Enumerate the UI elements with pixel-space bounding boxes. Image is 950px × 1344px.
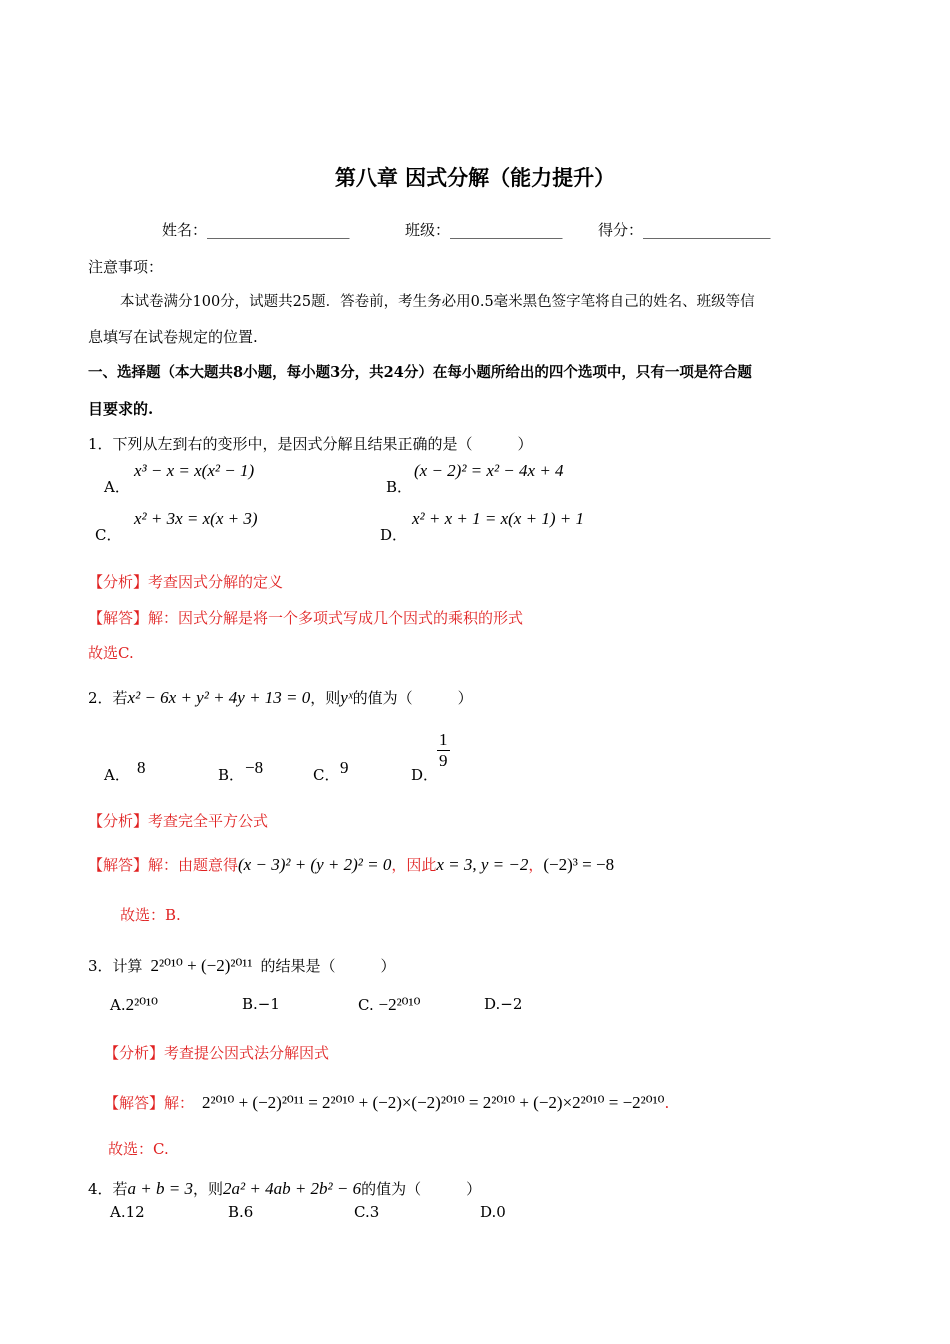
q2-option-d-label: D．: [411, 766, 439, 784]
q2-option-a-val: 8: [137, 758, 146, 777]
q3-option-b: [242, 995, 280, 1013]
q4-option-a: A.12: [110, 1203, 145, 1221]
q2-answer-res: (−2)³ = −8: [543, 855, 615, 874]
q2-option-b-val: −8: [245, 758, 264, 777]
notice-line-1: 本试卷满分100分，试题共25题．答卷前，考生务必用0.5毫米黑色签字笔将自己的姓名、班级等信: [120, 294, 755, 310]
q2-answer: [88, 854, 614, 875]
q2-number: 2．若: [88, 689, 128, 707]
q1-option-b-expr: (x − 2)² = x² − 4x + 4: [414, 461, 564, 480]
q3-expr: 2²⁰¹⁰ + (−2)²⁰¹¹: [150, 956, 253, 975]
q1-option-a-expr: x³ − x = x(x² − 1): [134, 461, 255, 480]
q4-expr: 2a² + 4ab + 2b² − 6: [223, 1179, 362, 1198]
q2-stem: [88, 687, 473, 708]
q3-stem: [88, 955, 396, 976]
q2-condition: x² − 6x + y² + 4y + 13 = 0: [127, 688, 311, 707]
section-heading-line-2: 目要求的.: [88, 400, 154, 418]
q3-answer-eq: 2²⁰¹⁰ + (−2)²⁰¹¹ = 2²⁰¹⁰ + (−2)×(−2)²⁰¹⁰ = 2²⁰¹⁰ + (−2)×2²⁰¹⁰ = −2²⁰¹⁰: [202, 1093, 665, 1112]
q2-tail: 的值为（ ）: [352, 689, 473, 707]
q2-option-c-label: C．: [313, 766, 340, 784]
q2-answer-mid: ，因此: [391, 856, 437, 874]
q2-answer-eq: (x − 3)² + (y + 2)² = 0: [238, 855, 392, 874]
q3-option-a-val: 2²⁰¹⁰: [125, 995, 158, 1014]
q3-option-c: [358, 995, 420, 1015]
q3-answer: [104, 1092, 669, 1113]
q2-option-b-label: B．: [218, 766, 245, 784]
q3-option-c-label: C.: [358, 996, 374, 1014]
q3-option-b-val: −1: [257, 995, 280, 1013]
q1-stem: 1．下列从左到右的变形中，是因式分解且结果正确的是（ ）: [88, 435, 533, 453]
q3-option-d: [484, 995, 522, 1013]
q2-answer-pre: 【解答】解：由题意得: [88, 856, 239, 874]
q4-mid: ，则: [193, 1180, 224, 1198]
q4-option-b: B.6: [228, 1203, 254, 1221]
q1-option-d-label: D．: [380, 526, 408, 544]
q3-choice: 故选：C.: [108, 1140, 169, 1158]
q4-stem: [88, 1178, 481, 1199]
q3-tail: 的结果是（ ）: [260, 957, 396, 975]
q4-number: 4．若: [88, 1180, 128, 1198]
q4-option-c: C.3: [354, 1203, 380, 1221]
q1-choice: 故选C.: [88, 644, 134, 662]
q3-analysis: 【分析】考查提公因式法分解因式: [104, 1044, 330, 1062]
q2-target: yˣ: [340, 688, 353, 707]
section-heading-line-1: 一、选择题（本大题共8小题，每小题3分，共24分）在每小题所给出的四个选项中，只有一项是符合题: [88, 364, 752, 381]
q1-analysis: 【分析】考查因式分解的定义: [88, 573, 284, 591]
q3-option-a-label: A.: [110, 996, 126, 1014]
q2-option-c-val: 9: [340, 758, 349, 777]
q3-option-d-val: −2: [500, 995, 523, 1013]
q2-option-d-num: 1: [439, 730, 448, 749]
notice-line-2: 息填写在试卷规定的位置.: [88, 328, 258, 346]
q3-option-b-label: B.: [242, 995, 258, 1013]
q1-option-b-label: B．: [386, 478, 413, 496]
q2-choice: 故选：B.: [120, 906, 181, 924]
class-label: 班级：: [405, 221, 451, 239]
q4-option-d: D.0: [480, 1203, 506, 1221]
class-line: _______________: [450, 221, 563, 239]
q2-option-d-den: 9: [439, 751, 448, 770]
score-label: 得分：: [598, 221, 644, 239]
q2-option-d-frac: [437, 730, 450, 771]
q1-option-d-expr: x² + x + 1 = x(x + 1) + 1: [412, 509, 584, 528]
q3-option-d-label: D.: [484, 995, 501, 1013]
name-line: ___________________: [207, 221, 350, 239]
name-field[interactable]: [162, 219, 350, 240]
q4-tail: 的值为（ ）: [361, 1180, 482, 1198]
q1-answer: 【解答】解：因式分解是将一个多项式写成几个因式的乘积的形式: [88, 609, 524, 627]
q1-option-a-label: A．: [104, 478, 130, 496]
q2-answer-sep: ，: [528, 856, 544, 874]
class-field[interactable]: [405, 219, 563, 240]
q1-option-c-expr: x² + 3x = x(x + 3): [134, 509, 258, 528]
q1-option-c-label: C．: [95, 526, 122, 544]
q3-option-c-val: −2²⁰¹⁰: [378, 995, 421, 1014]
q2-answer-vals: x = 3, y = −2: [436, 855, 529, 874]
q2-analysis: 【分析】考查完全平方公式: [88, 812, 269, 830]
q3-number: 3．计算: [88, 957, 143, 975]
q2-option-a-label: A．: [104, 766, 130, 784]
score-line: _________________: [643, 221, 771, 239]
q3-answer-dot: .: [664, 1094, 670, 1112]
q2-mid: ，则: [310, 689, 341, 707]
q3-option-a: [110, 995, 158, 1015]
page-title: 第八章 因式分解（能力提升）: [334, 166, 616, 190]
notice-heading: 注意事项：: [88, 258, 164, 276]
q4-condition: a + b = 3: [127, 1179, 193, 1198]
q3-answer-pre: 【解答】解：: [104, 1094, 195, 1112]
name-label: 姓名：: [162, 221, 208, 239]
score-field[interactable]: [598, 219, 771, 240]
